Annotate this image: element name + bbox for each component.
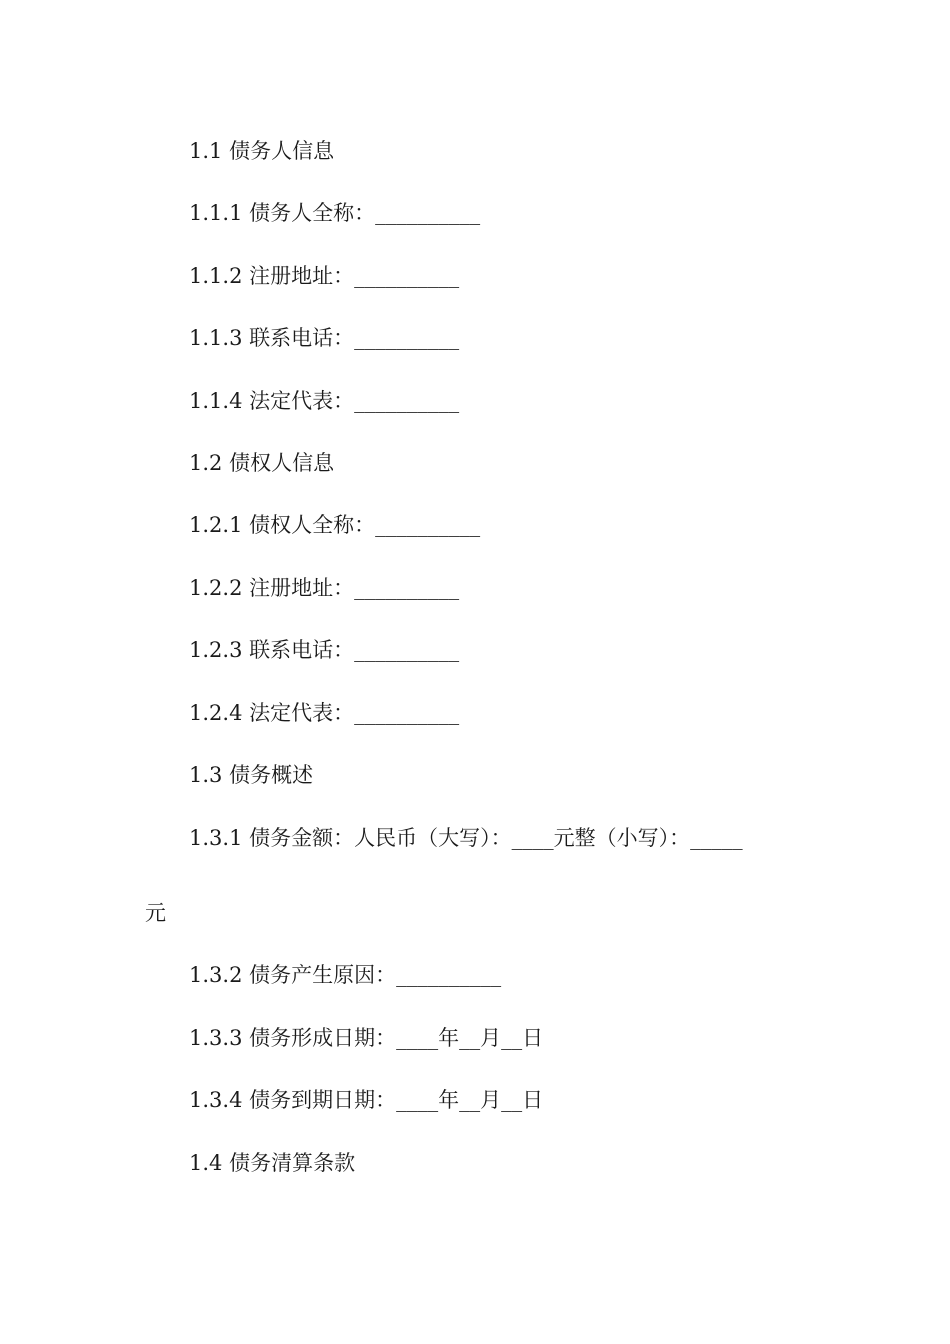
line-text: 1.3 债务概述 (189, 763, 314, 787)
line-text: 1.3.1 债务金额：人民币（大写）：____元整（小写）：_____ (189, 826, 743, 850)
line-text: 1.2.1 债权人全称：__________ (189, 513, 481, 537)
field-debt-amount-continued (145, 899, 166, 927)
field-debtor-full-name (189, 199, 480, 227)
line-text: 1.2.3 联系电话：__________ (189, 638, 460, 662)
field-creditor-full-name (189, 511, 480, 539)
line-text: 1.2.4 法定代表：__________ (189, 701, 460, 725)
field-creditor-phone (189, 636, 459, 664)
line-text: 1.1.1 债务人全称：__________ (189, 201, 481, 225)
section-heading-creditor-info (189, 449, 334, 477)
line-text: 1.1.2 注册地址：__________ (189, 264, 460, 288)
field-creditor-legal-rep (189, 699, 459, 727)
line-text: 1.3.4 债务到期日期：____年__月__日 (189, 1088, 544, 1112)
field-debt-formation-date (189, 1024, 543, 1052)
line-text: 1.1.3 联系电话：__________ (189, 326, 460, 350)
field-debt-due-date (189, 1086, 543, 1114)
line-text: 1.4 债务清算条款 (189, 1151, 356, 1175)
line-text: 1.2.2 注册地址：__________ (189, 576, 460, 600)
section-heading-debt-overview (189, 761, 313, 789)
field-debtor-legal-rep (189, 387, 459, 415)
field-debtor-address (189, 262, 459, 290)
field-debt-amount (189, 824, 743, 852)
line-text: 1.1 债务人信息 (189, 139, 335, 163)
line-text: 1.3.2 债务产生原因：__________ (189, 963, 502, 987)
line-text: 元 (145, 901, 166, 925)
section-heading-debtor-info (189, 137, 334, 165)
line-text: 1.3.3 债务形成日期：____年__月__日 (189, 1026, 544, 1050)
field-creditor-address (189, 574, 459, 602)
line-text: 1.1.4 法定代表：__________ (189, 389, 460, 413)
line-text: 1.2 债权人信息 (189, 451, 335, 475)
field-debt-cause (189, 961, 501, 989)
section-heading-settlement-terms (189, 1149, 355, 1177)
field-debtor-phone (189, 324, 459, 352)
